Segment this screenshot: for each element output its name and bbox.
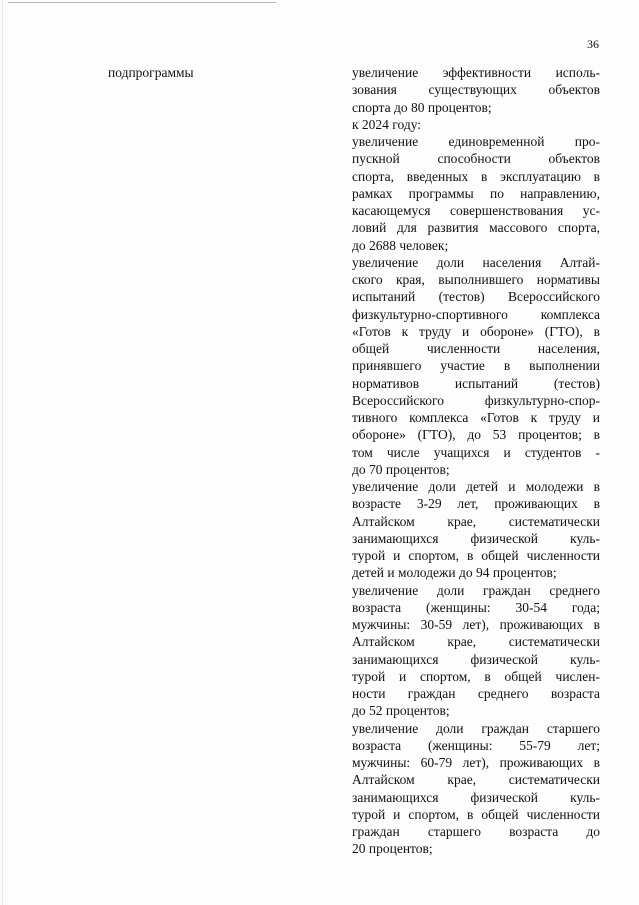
content-line: увеличение доли граждан среднего [352,582,600,598]
content-line: нормативов испытаний (тестов) [352,375,600,391]
content-line: увеличение эффективности исполь- [352,65,600,80]
content-line: испытаний (тестов) Всероссийского [352,289,600,305]
content-line: ности граждан среднего возраста [352,686,600,701]
content-line: спорта до 80 процентов; [352,99,492,115]
content-line: принявшего участие в выполнении [352,358,600,374]
content-line: к 2024 году: [352,116,422,132]
row-content [352,64,600,858]
content-line: до 70 процентов; [352,461,450,477]
content-line: увеличение доли населения Алтай- [352,254,600,270]
content-line: возраста (женщины: 55-79 лет; [352,737,600,753]
content-line: занимающихся физической куль- [352,789,600,805]
content-line: Алтайском крае, систематически [352,772,600,788]
content-line: мужчины: 30-59 лет), проживающих в [352,617,600,632]
content-line: увеличение доли граждан старшего [352,720,600,736]
content-line: ского края, выполнившего нормативы [352,272,600,287]
content-line: до 2688 человек; [352,237,449,253]
content-line: Алтайском крае, систематически [352,513,600,529]
content-line: обороне» (ГТО), до 53 процентов; в [352,427,600,443]
content-line: турой и спортом, в общей численности [352,806,600,822]
content-line: касающемуся совершенствования ус- [352,203,600,218]
content-line: спорта, введенных в эксплуатацию в [352,168,600,184]
page-number: 36 [587,37,599,51]
content-line: занимающихся физической куль- [352,651,600,667]
content-line: турой и спортом, в общей численности [352,548,600,563]
content-line: рамках программы по направлению, [352,185,600,201]
scan-edge-shadow [2,0,3,905]
content-line: до 52 процентов; [352,703,450,719]
row-label: подпрограммы [108,65,194,80]
content-line: физкультурно-спортивного комплекса [352,306,600,322]
table-top-border [8,2,276,3]
content-line: ловий для развития массового спорта, [352,220,600,236]
content-line: мужчины: 60-79 лет), проживающих в [352,755,600,770]
content-line: «Готов к труду и обороне» (ГТО), в [352,323,600,339]
content-line: пускной способности объектов [352,151,600,167]
content-line: Всероссийского физкультурно-спор- [352,392,600,408]
content-line: детей и молодежи до 94 процентов; [352,565,557,581]
content-line: возраста (женщины: 30-54 года; [352,599,600,615]
content-line: граждан старшего возраста до [352,824,600,839]
content-line: общей численности населения, [352,341,600,356]
content-line: занимающихся физической куль- [352,530,600,546]
content-line: возрасте 3-29 лет, проживающих в [352,496,600,512]
content-line: 20 процентов; [352,841,433,857]
content-line: Алтайском крае, систематически [352,634,600,650]
content-line: турой и спортом, в общей числен- [352,668,600,684]
content-line: зования существующих объектов [352,82,600,98]
content-line: тивного комплекса «Готов к труду и [352,410,600,425]
content-line: увеличение единовременной про- [352,134,600,149]
content-line: увеличение доли детей и молодежи в [352,479,600,494]
content-line: том числе учащихся и студентов - [352,444,600,460]
